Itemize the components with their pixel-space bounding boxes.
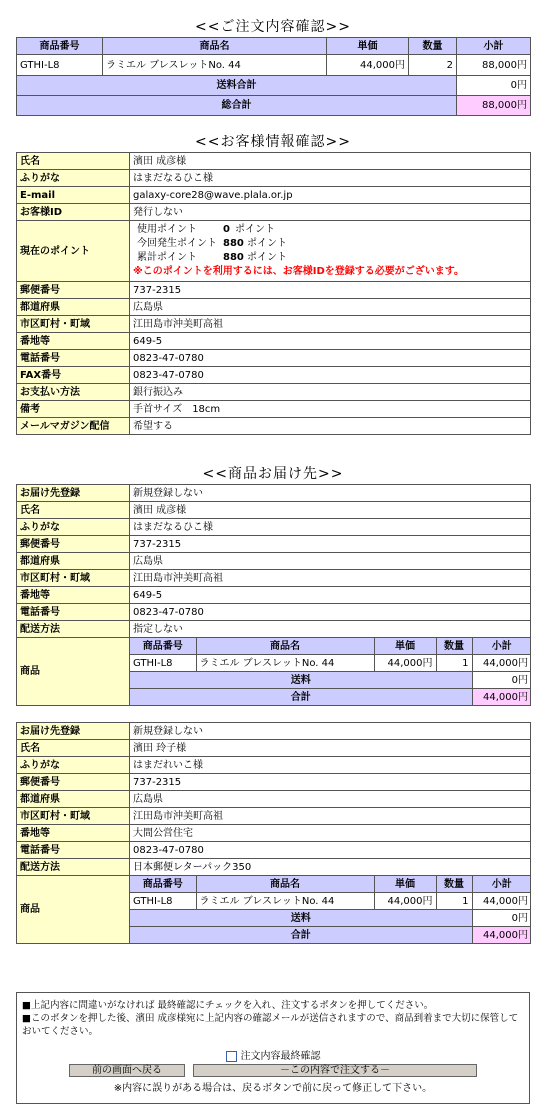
field-label: 都道府県: [17, 791, 130, 808]
field-label: 氏名: [17, 153, 130, 170]
table-row: [17, 859, 531, 876]
delivery-title: <<商品お届け先>>: [202, 466, 344, 482]
product-label: 商品: [17, 876, 130, 944]
final-confirm[interactable]: [17, 1047, 529, 1062]
field-label: 電話番号: [17, 842, 130, 859]
delivery-items-table: [130, 876, 531, 943]
table-row: [17, 55, 531, 76]
field-value: 指定しない: [130, 621, 531, 638]
field-value: 737-2315: [130, 536, 531, 553]
field-value: 銀行振込み: [130, 384, 531, 401]
item-cell: GTHI-L8: [130, 655, 196, 672]
points-earned: 今回発生ポイント 880 ポイント: [137, 238, 287, 249]
col-quantity: 数量: [409, 38, 457, 55]
field-value: 737-2315: [130, 282, 531, 299]
items-header-cell: 商品名: [196, 638, 374, 655]
table-row: [17, 553, 531, 570]
delivery-block: [16, 484, 530, 706]
field-value: 新規登録しない: [130, 723, 531, 740]
total-value: 44,000円: [472, 927, 531, 944]
field-label: 電話番号: [17, 350, 130, 367]
items-header-row: [130, 876, 531, 893]
item-cell: ラミエル ブレスレットNo. 44: [196, 893, 374, 910]
product-cell: [130, 876, 531, 944]
field-value: 希望する: [130, 418, 531, 435]
points-detail: [130, 221, 531, 282]
shipping-label: 送料: [130, 910, 472, 927]
item-cell: ラミエル ブレスレットNo. 44: [196, 655, 374, 672]
table-row: [17, 808, 531, 825]
items-header-row: [130, 638, 531, 655]
items-header-cell: 単価: [374, 876, 436, 893]
field-value: 濱田 成彦様: [130, 502, 531, 519]
table-row: [17, 401, 531, 418]
field-label: 番地等: [17, 825, 130, 842]
order-header-row: [17, 38, 531, 55]
table-row: [17, 825, 531, 842]
items-header-cell: 単価: [374, 638, 436, 655]
field-value: 濱田 成彦様: [130, 153, 531, 170]
shipping-value: 0円: [472, 910, 531, 927]
delivery-block: [16, 722, 530, 944]
shipping-label: 送料: [130, 672, 472, 689]
field-value: 0823-47-0780: [130, 604, 531, 621]
table-row: [17, 604, 531, 621]
items-header-cell: 商品名: [196, 876, 374, 893]
footnote: ※内容に誤りがある場合は、戻るボタンで前に戻って修正して下さい。: [113, 1083, 433, 1094]
total-value: 44,000円: [472, 689, 531, 706]
table-row: [17, 723, 531, 740]
total-label: 合計: [130, 689, 472, 706]
shipping-row: [130, 910, 531, 927]
field-value: 0823-47-0780: [130, 842, 531, 859]
field-label: 市区町村・町域: [17, 316, 130, 333]
field-value: 広島県: [130, 299, 531, 316]
field-value: 手首サイズ 18cm: [130, 401, 531, 418]
points-row: [17, 221, 531, 282]
field-label: E-mail: [17, 187, 130, 204]
items-header-cell: 商品番号: [130, 876, 196, 893]
field-value: はまだなるひこ様: [130, 170, 531, 187]
field-label: お客様ID: [17, 204, 130, 221]
product-cell: [130, 638, 531, 706]
table-row: [17, 418, 531, 435]
grand-total-row: [17, 96, 531, 116]
field-value: 0823-47-0780: [130, 367, 531, 384]
field-label: ふりがな: [17, 519, 130, 536]
table-row: [17, 367, 531, 384]
table-row: [17, 384, 531, 401]
table-row: [17, 153, 531, 170]
grand-total-label: 総合計: [17, 96, 457, 116]
confirm-panel: [16, 992, 530, 1104]
table-row: [17, 621, 531, 638]
back-button[interactable]: 前の画面へ戻る: [69, 1064, 185, 1077]
field-label: 番地等: [17, 587, 130, 604]
delivery-items-table: [130, 638, 531, 705]
table-row: [17, 502, 531, 519]
field-value: 737-2315: [130, 774, 531, 791]
field-label: 電話番号: [17, 604, 130, 621]
delivery-table: [16, 722, 531, 944]
field-label: 配送方法: [17, 621, 130, 638]
item-cell: 44,000円: [374, 655, 436, 672]
field-label: ふりがな: [17, 757, 130, 774]
item-cell: 1: [436, 893, 472, 910]
shipping-value: 0円: [472, 672, 531, 689]
product-row: [17, 876, 531, 944]
points-used: 使用ポイント 0 ポイント: [137, 224, 275, 235]
table-row: [17, 587, 531, 604]
field-value: 日本郵便レターパック350: [130, 859, 531, 876]
shipping-total-label: 送料合計: [17, 76, 457, 96]
field-label: 都道府県: [17, 299, 130, 316]
field-label: 都道府県: [17, 553, 130, 570]
customer-title: <<お客様情報確認>>: [195, 134, 351, 150]
col-subtotal: 小計: [457, 38, 531, 55]
field-label: 郵便番号: [17, 774, 130, 791]
field-label: メールマガジン配信: [17, 418, 130, 435]
field-value: 新規登録しない: [130, 485, 531, 502]
field-value: 発行しない: [130, 204, 531, 221]
item-cell: GTHI-L8: [130, 893, 196, 910]
field-label: 市区町村・町域: [17, 570, 130, 587]
notice-line-2: ■このボタンを押した後、濱田 成彦様宛に上記内容の確認メールが送信されますので、商品到着まで大切に保管しておいてください。: [22, 1013, 519, 1037]
table-row: [130, 655, 531, 672]
field-label: 郵便番号: [17, 536, 130, 553]
final-confirm-checkbox[interactable]: [226, 1051, 237, 1062]
field-value: 0823-47-0780: [130, 350, 531, 367]
points-accumulated: 累計ポイント 880 ポイント: [137, 252, 287, 263]
field-label: お届け先登録: [17, 723, 130, 740]
unit-price: 44,000円: [327, 55, 409, 76]
quantity: 2: [409, 55, 457, 76]
table-row: [17, 170, 531, 187]
field-value: 649-5: [130, 333, 531, 350]
customer-section: [0, 132, 546, 435]
field-label: 市区町村・町域: [17, 808, 130, 825]
field-label: 氏名: [17, 740, 130, 757]
final-confirm-label[interactable]: 注文内容最終確認: [240, 1051, 321, 1062]
field-label: 番地等: [17, 333, 130, 350]
table-row: [17, 299, 531, 316]
customer-table: [16, 152, 531, 435]
table-row: [17, 536, 531, 553]
items-header-cell: 商品番号: [130, 638, 196, 655]
field-value: 大間公営住宅: [130, 825, 531, 842]
product-label: 商品: [17, 638, 130, 706]
table-row: [17, 570, 531, 587]
items-header-cell: 小計: [472, 876, 531, 893]
product-row: [17, 638, 531, 706]
item-cell: 1: [436, 655, 472, 672]
table-row: [17, 791, 531, 808]
field-label: 配送方法: [17, 859, 130, 876]
field-value: 江田島市沖美町高祖: [130, 808, 531, 825]
notice-line-1: ■上記内容に問違いがなければ 最終確認にチェックを入れ、注文するボタンを押してください。: [22, 1000, 434, 1011]
shipping-row: [130, 672, 531, 689]
field-value: はまだれいこ様: [130, 757, 531, 774]
field-value: 濱田 玲子様: [130, 740, 531, 757]
order-table: [16, 37, 531, 116]
item-name: ラミエル ブレスレットNo. 44: [103, 55, 327, 76]
points-note: ※このポイントを利用するには、お客様IDを登録する必要がございます。: [133, 266, 464, 277]
delivery-section: [0, 464, 546, 944]
field-value: 649-5: [130, 587, 531, 604]
col-item-code: 商品番号: [17, 38, 103, 55]
field-label: ふりがな: [17, 170, 130, 187]
field-label: FAX番号: [17, 367, 130, 384]
table-row: [17, 757, 531, 774]
table-row: [17, 333, 531, 350]
field-value: 広島県: [130, 553, 531, 570]
item-cell: 44,000円: [374, 893, 436, 910]
field-value: galaxy-core28@wave.plala.or.jp: [130, 187, 531, 204]
points-label: 現在のポイント: [17, 221, 130, 282]
field-label: 備考: [17, 401, 130, 418]
submit-order-button[interactable]: －この内容で注文する－: [193, 1064, 477, 1077]
table-row: [17, 519, 531, 536]
field-value: はまだなるひこ様: [130, 519, 531, 536]
col-item-name: 商品名: [103, 38, 327, 55]
order-title: <<ご注文内容確認>>: [195, 19, 351, 35]
total-label: 合計: [130, 927, 472, 944]
table-row: [17, 187, 531, 204]
table-row: [17, 316, 531, 333]
field-label: お届け先登録: [17, 485, 130, 502]
table-row: [17, 774, 531, 791]
field-label: お支払い方法: [17, 384, 130, 401]
items-header-cell: 小計: [472, 638, 531, 655]
field-label: 氏名: [17, 502, 130, 519]
table-row: [130, 893, 531, 910]
delivery-table: [16, 484, 531, 706]
field-value: 江田島市沖美町高祖: [130, 316, 531, 333]
total-row: [130, 689, 531, 706]
item-cell: 44,000円: [472, 893, 531, 910]
shipping-row: [17, 76, 531, 96]
order-section: [0, 17, 546, 116]
table-row: [17, 350, 531, 367]
field-label: 郵便番号: [17, 282, 130, 299]
items-header-cell: 数量: [436, 876, 472, 893]
field-value: 広島県: [130, 791, 531, 808]
table-row: [17, 485, 531, 502]
col-unit-price: 単価: [327, 38, 409, 55]
table-row: [17, 740, 531, 757]
total-row: [130, 927, 531, 944]
grand-total-value: 88,000円: [457, 96, 531, 116]
item-cell: 44,000円: [472, 655, 531, 672]
table-row: [17, 842, 531, 859]
subtotal: 88,000円: [457, 55, 531, 76]
item-code: GTHI-L8: [17, 55, 103, 76]
shipping-total-value: 0円: [457, 76, 531, 96]
table-row: [17, 282, 531, 299]
field-value: 江田島市沖美町高祖: [130, 570, 531, 587]
table-row: [17, 204, 531, 221]
items-header-cell: 数量: [436, 638, 472, 655]
